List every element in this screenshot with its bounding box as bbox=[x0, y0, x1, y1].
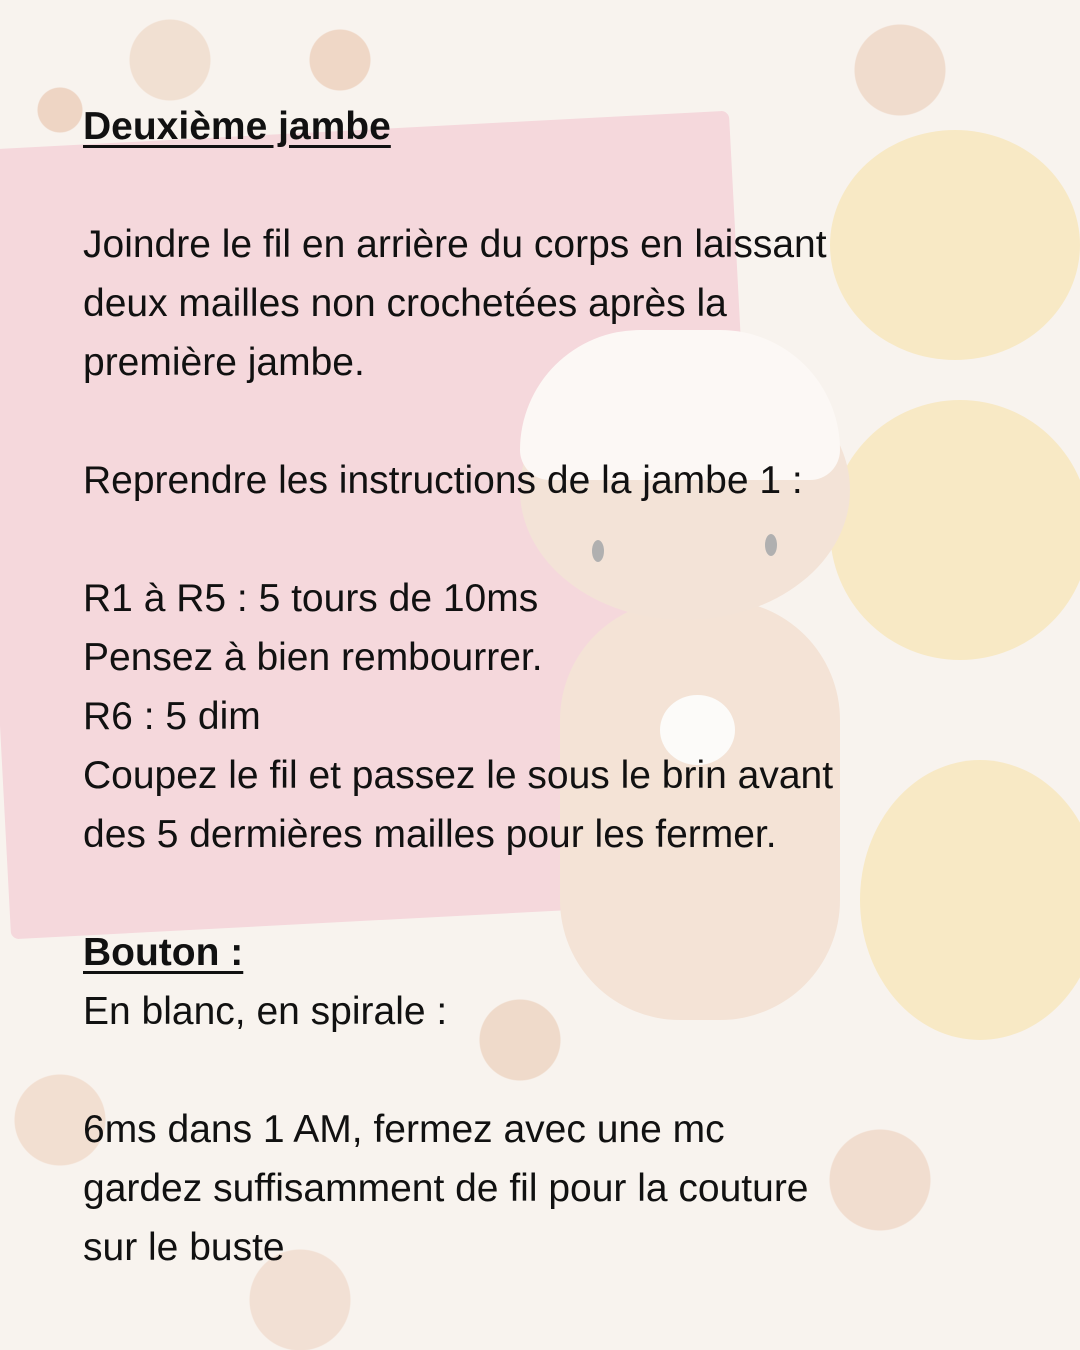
text-line: En blanc, en spirale : bbox=[83, 990, 448, 1033]
text-line: gardez suffisamment de fil pour la couture bbox=[83, 1167, 809, 1210]
spacer bbox=[83, 510, 833, 569]
text-line: 6ms dans 1 AM, fermez avec une mc bbox=[83, 1108, 725, 1151]
text-line: Reprendre les instructions de la jambe 1 : bbox=[83, 459, 803, 502]
text-line: Coupez le fil et passez le sous le brin avant bbox=[83, 754, 834, 797]
pattern-text bbox=[83, 97, 833, 1277]
text-line: R1 à R5 : 5 tours de 10ms bbox=[83, 577, 539, 620]
spacer bbox=[83, 864, 833, 923]
spacer bbox=[83, 392, 833, 451]
text-line: Pensez à bien rembourrer. bbox=[83, 636, 543, 679]
section-title: Deuxième jambe bbox=[83, 105, 391, 148]
text-line: deux mailles non crochetées après la bbox=[83, 282, 727, 325]
text-line: Joindre le fil en arrière du corps en laissant bbox=[83, 223, 827, 266]
text-line: R6 : 5 dim bbox=[83, 695, 261, 738]
text-line: sur le buste bbox=[83, 1226, 285, 1269]
spacer bbox=[83, 1041, 833, 1100]
text-line: première jambe. bbox=[83, 341, 365, 384]
spacer bbox=[83, 156, 833, 215]
section-title-bouton: Bouton : bbox=[83, 931, 244, 974]
text-line: des 5 dermières mailles pour les fermer. bbox=[83, 813, 777, 856]
